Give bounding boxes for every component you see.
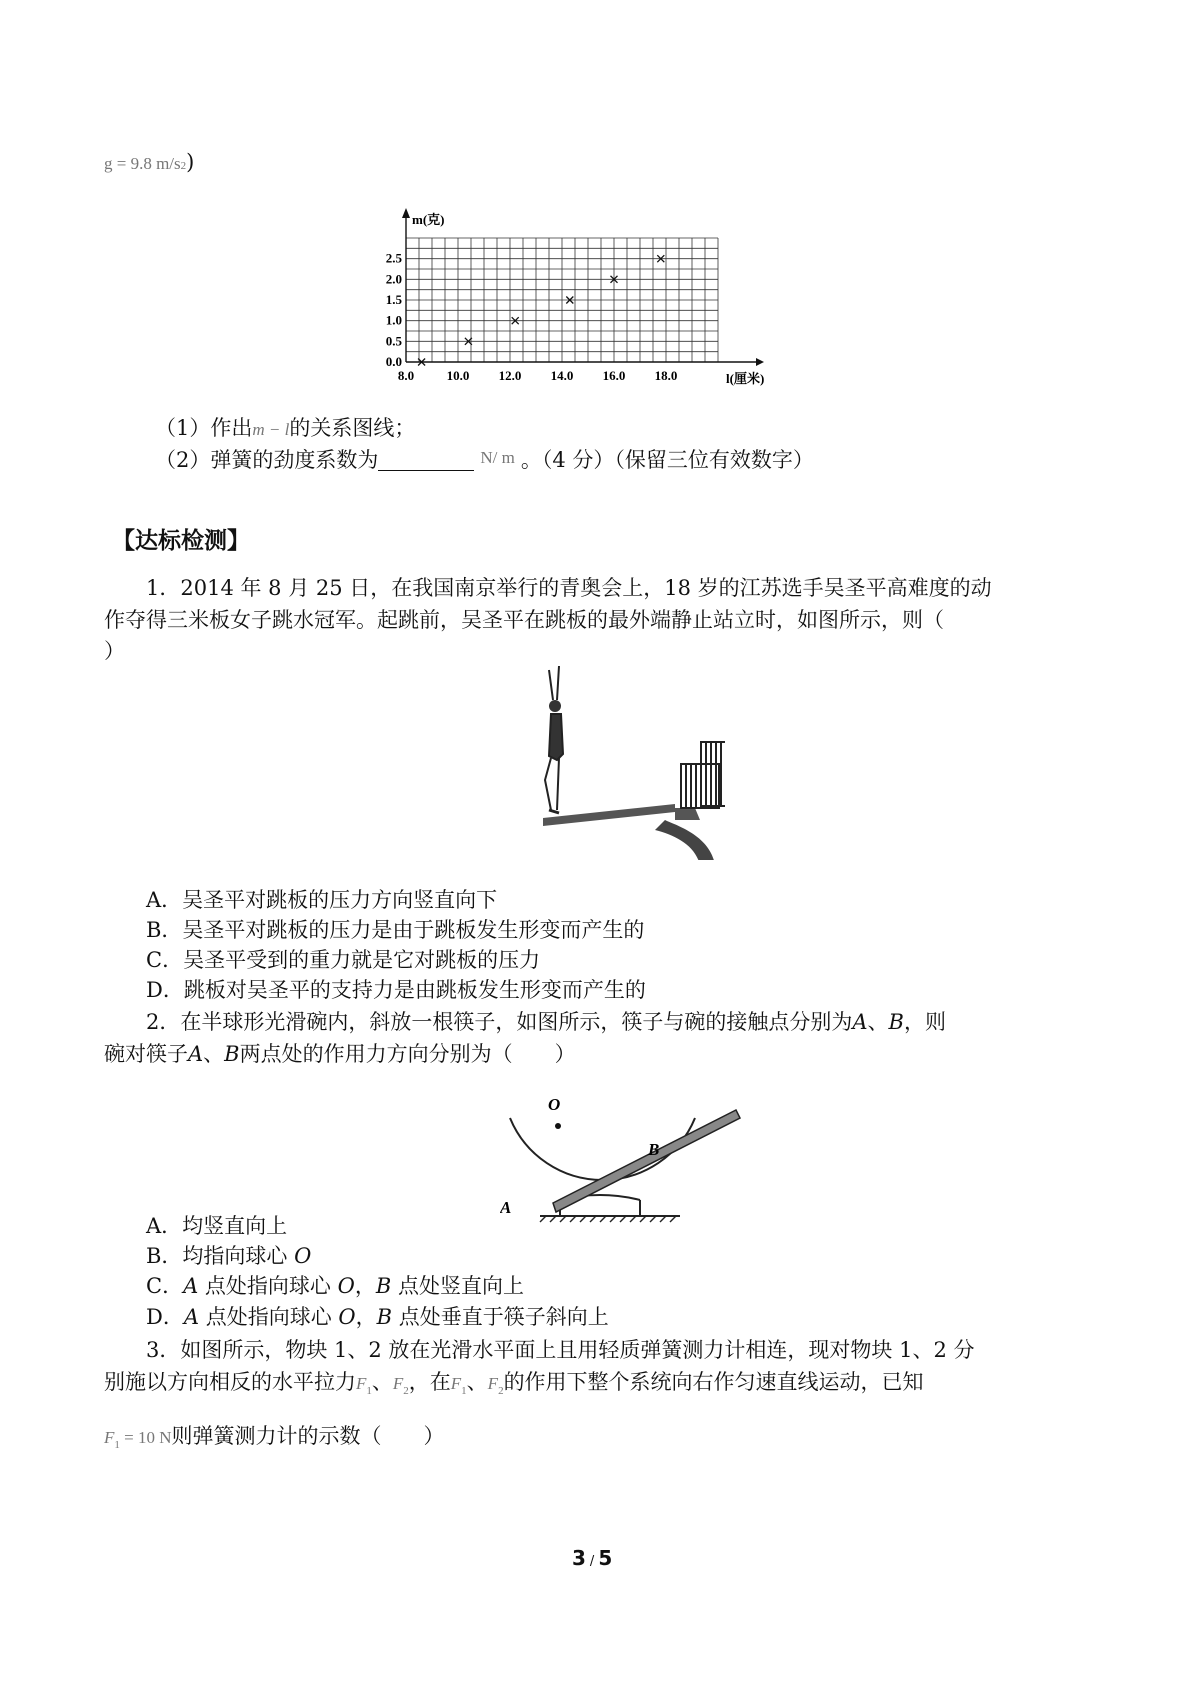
q2-option-d: D．A 点处指向球心 O，B 点处垂直于筷子斜向上 (146, 1305, 609, 1329)
q3-line-1: 3．如图所示，物块 1、2 放在光滑水平面上且用轻质弹簧测力计相连，现对物块 1、2 分 (146, 1338, 975, 1362)
label-b: B (648, 1140, 660, 1159)
q2-line-1: 2．在半球形光滑碗内，斜放一根筷子，如图所示，筷子与碗的接触点分别为A、B，则 (146, 1010, 946, 1034)
diver-figure (545, 666, 563, 813)
y-tick-label: 1.0 (385, 312, 402, 328)
q1-option-b: B．吴圣平对跳板的压力是由于跳板发生形变而产生的 (146, 918, 645, 942)
chopstick (553, 1110, 740, 1212)
chart-x-axis-label: l(厘米) (726, 371, 765, 386)
page-number: 3 / 5 (572, 1546, 613, 1570)
y-tick-label: 1.5 (385, 292, 402, 307)
q1-line-1: 1．2014 年 8 月 25 日，在我国南京举行的青奥会上，18 岁的江苏选手吴圣平高难度的动 (146, 576, 992, 600)
gravity-formula: g = 9.8 m/s2) (104, 150, 195, 174)
bowl-chopstick-figure (500, 1078, 760, 1238)
q3-line-2: 别施以方向相反的水平拉力$F_1$、$F_2$，在$F_1$、$F_2$的作用下整个系统向右作匀速直线运动，已知 (104, 1370, 924, 1398)
chart-axes (402, 208, 764, 366)
q1-line-3: ） (104, 639, 125, 663)
chart-tick-labels (386, 251, 678, 383)
bowl (510, 1118, 695, 1216)
label-a: A (500, 1198, 512, 1217)
q1-option-a: A．吴圣平对跳板的压力方向竖直向下 (146, 888, 498, 912)
x-tick-label: 18.0 (654, 368, 678, 383)
y-tick-label: 0.5 (385, 333, 402, 349)
q2-option-a: A．均竖直向上 (146, 1214, 288, 1238)
x-tick-label: 14.0 (550, 368, 574, 383)
q2-option-b: B．均指向球心 O (146, 1244, 312, 1268)
q1-option-d: D．跳板对吴圣平的支持力是由跳板发生形变而产生的 (146, 978, 646, 1002)
label-o: O (548, 1095, 561, 1114)
mass-length-chart (376, 206, 786, 396)
q1-line-2: 作夺得三米板女子跳水冠军。起跳前，吴圣平在跳板的最外端静止站立时，如图所示，则（ (104, 608, 944, 632)
y-tick-label: 2.5 (385, 250, 402, 266)
q2-line-2: 碗对筷子A、B两点处的作用力方向分别为（ ） (104, 1042, 576, 1066)
x-axis-arrow (756, 358, 764, 366)
lab-question-1: （1）作出m − l的关系图线； (155, 416, 416, 440)
x-tick-label: 8.0 (397, 368, 415, 383)
x-tick-label: 12.0 (498, 368, 522, 383)
chart-grid (406, 238, 718, 362)
section-title: 【达标检测】 (112, 528, 250, 554)
x-tick-label: 16.0 (602, 368, 626, 383)
x-tick-label: 10.0 (446, 368, 470, 383)
diving-board (543, 804, 715, 860)
y-tick-label: 2.0 (385, 271, 402, 287)
center-point-o (555, 1123, 561, 1129)
q1-option-c: C．吴圣平受到的重力就是它对跳板的压力 (146, 948, 541, 972)
y-tick-label: 0.0 (385, 354, 402, 369)
lab-question-2: （2）弹簧的劲度系数为 N/ m 。（4 分）（保留三位有效数字） (155, 448, 814, 472)
y-axis-arrow (402, 208, 410, 218)
chart-y-axis-label: m(克) (412, 212, 445, 227)
q3-line-3: $F_1 = 10$ N则弹簧测力计的示数（ ） (104, 1424, 445, 1452)
answer-blank[interactable] (378, 448, 474, 471)
q2-option-c: C．A 点处指向球心 O，B 点处竖直向上 (146, 1274, 524, 1298)
platform-railing (681, 742, 725, 808)
diving-board-figure (525, 660, 725, 860)
